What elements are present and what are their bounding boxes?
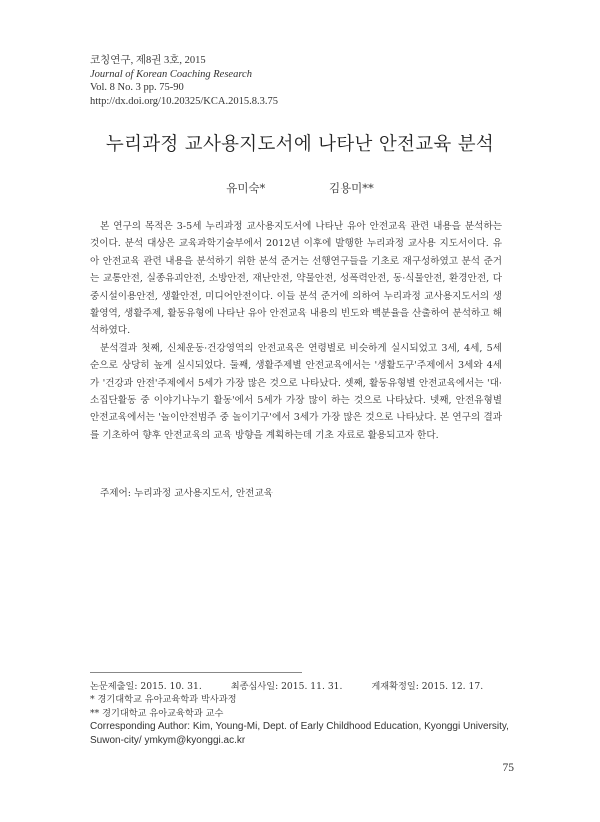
- corresponding-contact: Suwon-city/ ymkym@kyonggi.ac.kr: [90, 735, 246, 747]
- reviewed-date: 최종심사일: 2015. 11. 31.: [230, 681, 343, 692]
- page-number: 75: [502, 762, 514, 774]
- affiliation-2: ** 경기대학교 유아교육학과 교수: [90, 707, 224, 719]
- abstract: [90, 218, 502, 444]
- abstract-paragraph-1: 본 연구의 목적은 3-5세 누리과정 교사용지도서에 나타난 유아 안전교육 관련 내용을 분석하는 것이다. 분석 대상은 교육과학기술부에서 2012년 이후에 발행한 누리과정 교사용 지도서이다. 유아 안전교육 관련 내용을 분석하기 위한 분석 준거는 선행연구들을 기초로 재구성하였고 분석 준거는 교통안전, 실종유괴안전, 소방안전, 재난안전, 약물안전, 성폭력안전, 동·식물안전, 환경안전, 다중시설이용안전, 생활안전, 미디어안전이다. 이들 분석 준거에 의하여 누리과정 교사용지도서의 생활영역, 생활주제, 활동유형에 나타난 유아 안전교육 내용의 빈도와 백분율을 산출하여 분석하고 해석하였다.: [90, 221, 502, 337]
- footnotes: [90, 680, 530, 748]
- received-date: 논문제출일: 2015. 10. 31.: [90, 681, 202, 692]
- abstract-paragraph-2: 분석결과 첫째, 신체운동·건강영역의 안전교육은 연령별로 비슷하게 실시되었고 3세, 4세, 5세 순으로 상당히 높게 실시되었다. 둘째, 생활주제별 안전교육에서는 '생활도구'주제에서 3세와 4세가 '건강과 안전'주제에서 5세가 가장 많은 것으로 나타났다. 셋째, 활동유형별 안전교육에서는 '대·소집단활동 중 이야기나누기 활동'에서 5세가 가장 많이 하는 것으로 나타났다. 넷째, 안전유형별 안전교육에서는 '놀이안전범주 중 놀이기구'에서 3세가 가장 많은 것으로 나타났다. 본 연구의 결과를 기초하여 향후 안전교육의 교육 방향을 계획하는데 기초 자료로 활용되고자 한다.: [90, 342, 502, 441]
- doi-link[interactable]: http://dx.doi.org/10.20325/KCA.2015.8.3.75: [90, 95, 278, 107]
- volume-pages: Vol. 8 No. 3 pp. 75-90: [90, 82, 184, 93]
- paper-title: 누리과정 교사용지도서에 나타난 안전교육 분석: [105, 134, 495, 155]
- submission-dates: [90, 680, 530, 693]
- corresponding-author: Corresponding Author: Kim, Young-Mi, Dept. of Early Childhood Education, Kyonggi University,: [90, 721, 509, 733]
- journal-issue: 코칭연구, 제8권 3호, 2015: [90, 55, 206, 66]
- author-list: [0, 180, 600, 196]
- keywords: 주제어: 누리과정 교사용지도서, 안전교육: [100, 488, 273, 499]
- journal-name: Journal of Korean Coaching Research: [90, 68, 252, 80]
- affiliation-1: * 경기대학교 유아교육학과 박사과정: [90, 694, 237, 706]
- journal-header: [90, 54, 278, 108]
- accepted-date: 게재확정일: 2015. 12. 17.: [371, 681, 484, 692]
- author-1: 유미숙*: [226, 181, 266, 195]
- footnote-divider: [90, 672, 302, 673]
- author-2: 김용미**: [328, 181, 374, 195]
